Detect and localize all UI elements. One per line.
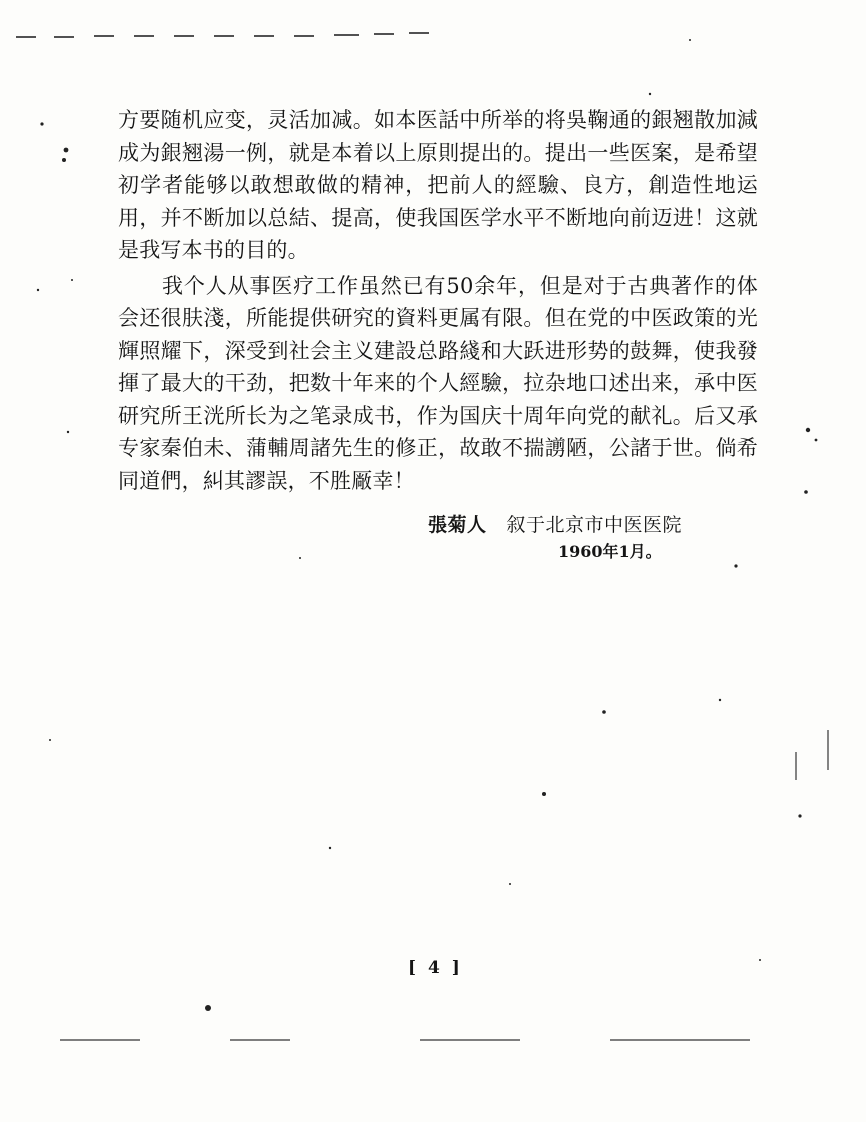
- author-name: 張菊人: [428, 514, 487, 536]
- signature-date: 1960年1月。: [558, 542, 662, 561]
- preface-paragraph-2: 我个人从事医疗工作虽然已有50余年，但是对于古典著作的体会还很肤淺，所能提供研究的資料更属有限。但在党的中医政策的光輝照耀下，深受到社会主义建設总路綫和大跃进形势的鼓舞，使我發揮了最大的干劲，把数十年来的个人經驗，拉杂地口述出来，承中医研究所王洸所长为之笔录成书，作为国庆十周年向党的献礼。后又承专家秦伯未、蒲輔周諸先生的修正，故敢不揣謭陋，公諸于世。倘希同道們，糾其謬誤，不胜厰幸！: [118, 273, 758, 493]
- page-number: [ 4 ]: [408, 958, 463, 978]
- signature-place: 叙于北京市中医医院: [506, 514, 683, 536]
- preface-paragraph-1: 方要随机应变，灵活加减。如本医話中所举的将吳鞠通的銀翘散加減成为銀翘湯一例，就是本着以上原則提出的。提出一些医案，是希望初学者能够以敢想敢做的精神，把前人的經驗、良方，創造性地运用，并不断加以总結、提高，使我国医学水平不断地向前迈进！这就是我写本书的目的。: [118, 108, 758, 262]
